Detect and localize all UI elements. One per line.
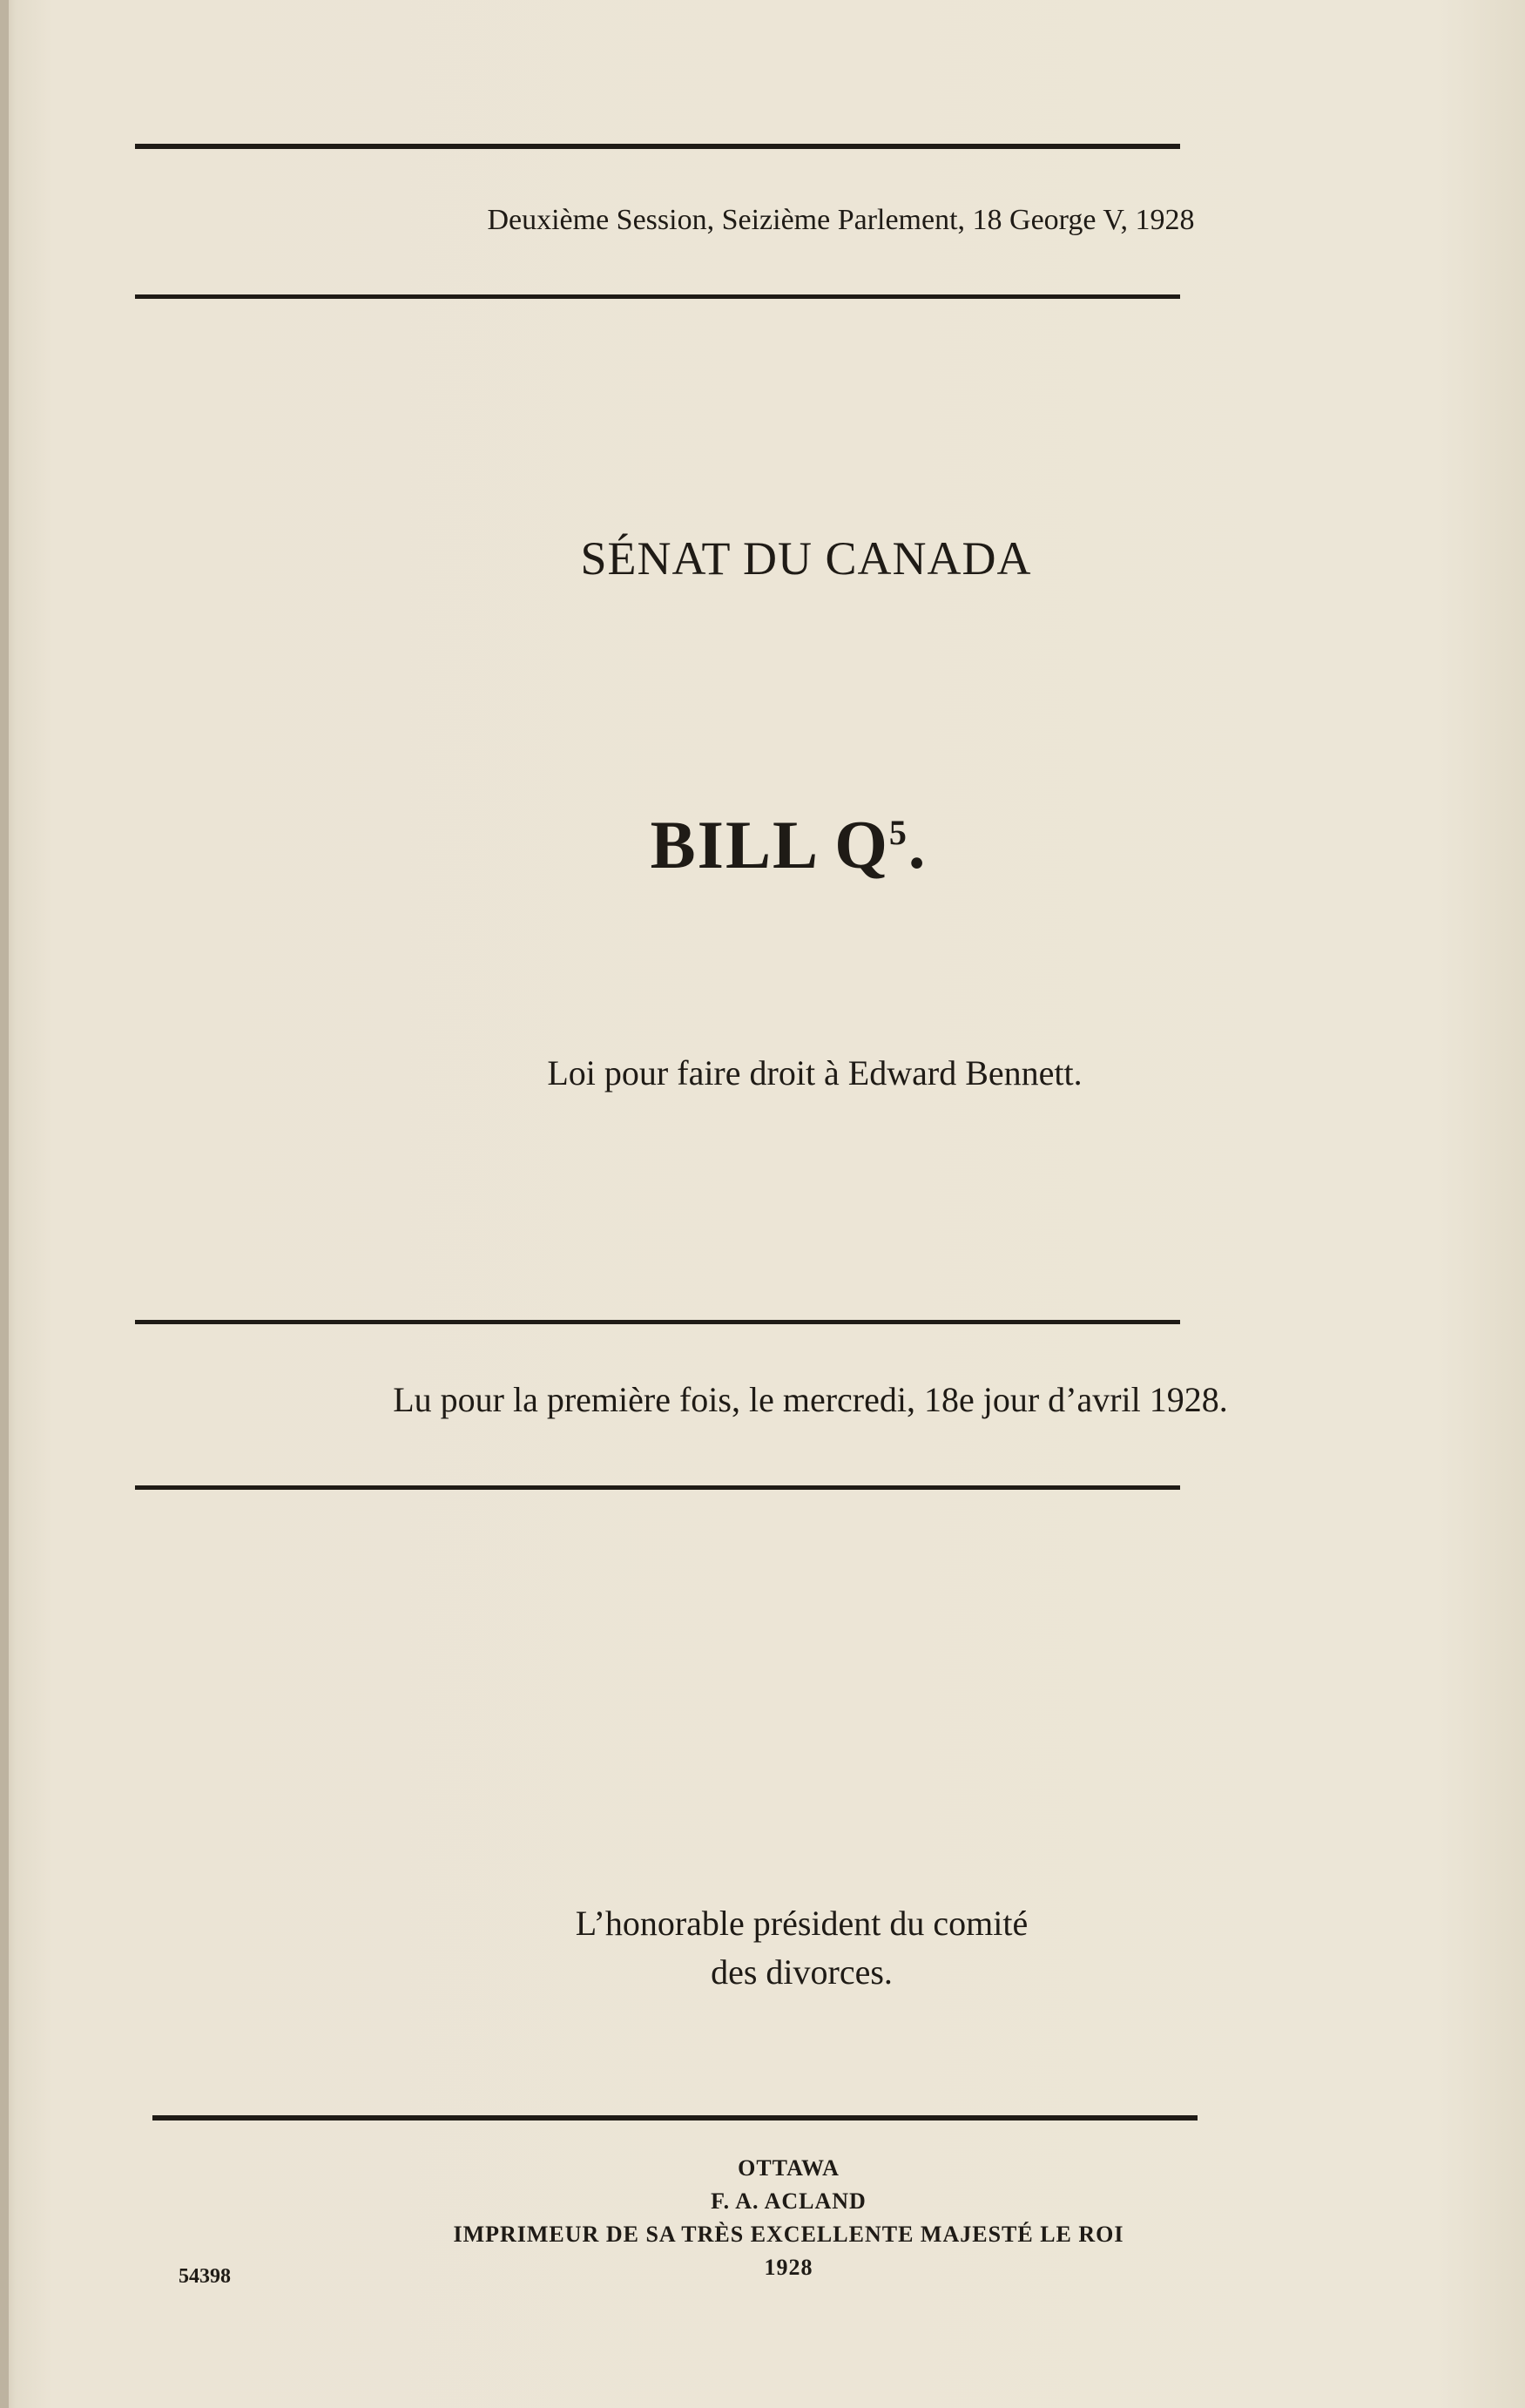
sponsor-line-1: L’honorable président du comité — [575, 1904, 1029, 1943]
bill-label: BILL Q — [650, 807, 889, 883]
imprint-year: 1928 — [764, 2255, 813, 2280]
bill-title: Loi pour faire droit à Edward Bennett. — [547, 1053, 1083, 1092]
session-rule — [135, 294, 1180, 299]
senate-title: SÉNAT DU CANADA — [580, 532, 1032, 585]
sponsor-line-2: des divorces. — [711, 1952, 893, 1992]
bill-superscript: 5 — [888, 813, 908, 852]
reading-rule-top — [135, 1320, 1180, 1324]
session-line: Deuxième Session, Seizième Parlement, 18 George V, 1928 — [487, 204, 1195, 236]
top-rule — [135, 144, 1180, 149]
imprint-rule — [152, 2115, 1198, 2121]
bill-number — [26, 806, 1525, 884]
bill-suffix: . — [908, 807, 928, 883]
imprint-block — [26, 2152, 1525, 2284]
sponsor-block — [39, 1899, 1525, 1997]
first-reading-line: Lu pour la première fois, le mercredi, 18e jour d’avril 1928. — [393, 1380, 1228, 1419]
imprint-city: OTTAWA — [738, 2155, 840, 2181]
imprint-printer-title: IMPRIMEUR DE SA TRÈS EXCELLENTE MAJESTÉ LE ROI — [453, 2222, 1124, 2247]
reading-rule-bottom — [135, 1485, 1180, 1490]
page-binding-edge — [0, 0, 9, 2408]
imprint-printer: F. A. ACLAND — [711, 2188, 867, 2214]
document-number: 54398 — [179, 2265, 231, 2288]
